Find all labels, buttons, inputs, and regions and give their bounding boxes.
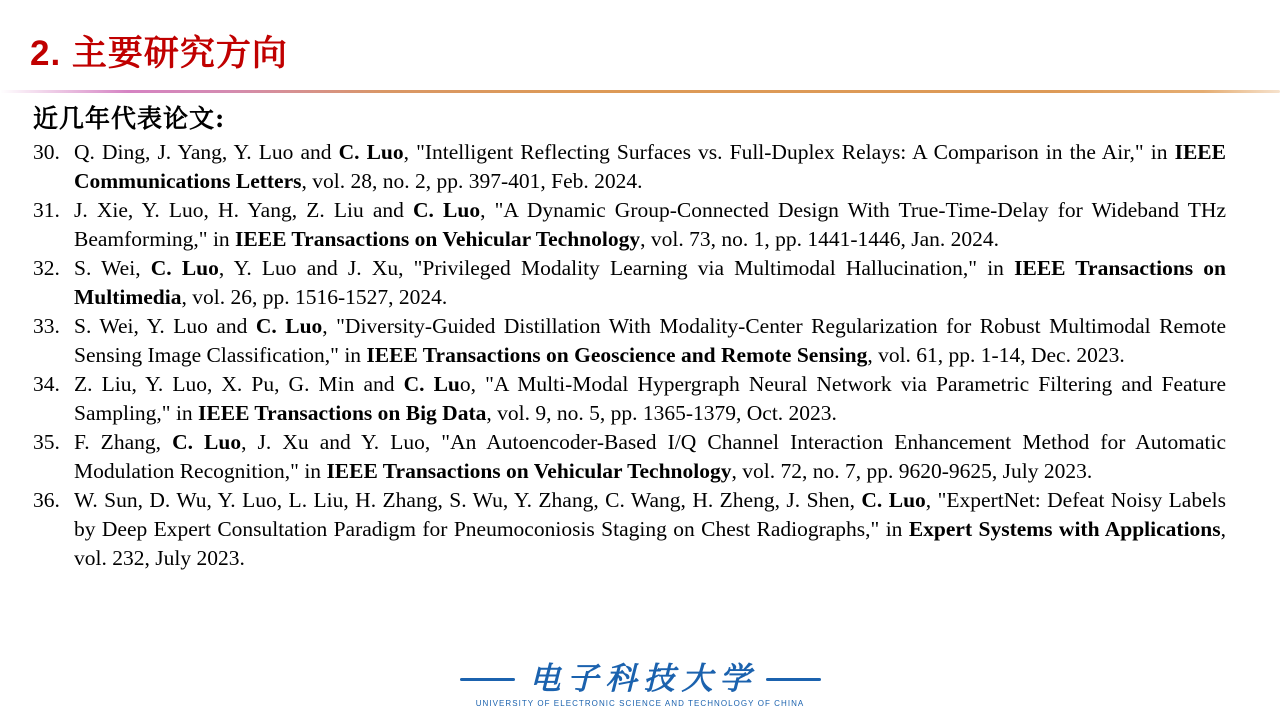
citation-item: 32. S. Wei, C. Luo, Y. Luo and J. Xu, "Privileged Modality Learning via Multimodal Hallucination," in IEEE Transactions on Multimedia, vol. 26, pp. 1516-1527, 2024. (33, 256, 1227, 309)
citation-item: 31. J. Xie, Y. Luo, H. Yang, Z. Liu and C. Luo, "A Dynamic Group-Connected Design With True-Time-Delay for Wideband THz Beamforming," in IEEE Transactions on Vehicular Technology, vol. 73, no. 1, pp. 1441-1446, Jan. 2024. (33, 198, 1227, 251)
citation-number: 33. (33, 314, 60, 338)
logo-line-left (460, 678, 515, 681)
citation-item: 34. Z. Liu, Y. Luo, X. Pu, G. Min and C. Luo, "A Multi-Modal Hypergraph Neural Network via Parametric Filtering and Feature Sampling," in IEEE Transactions on Big Data, vol. 9, no. 5, pp. 1365-1379, Oct. 2023. (33, 372, 1226, 425)
footer-logo (0, 660, 1280, 708)
section-heading: 近几年代表论文: (33, 104, 226, 133)
citation-number: 35. (33, 430, 60, 454)
publication-list (33, 138, 1226, 573)
content-area (33, 100, 1226, 573)
citation-item: 35. F. Zhang, C. Luo, J. Xu and Y. Luo, "An Autoencoder-Based I/Q Channel Interaction Enhancement Method for Automatic Modulation Recognition," in IEEE Transactions on Vehicular Technology, vol. 72, no. 7, pp. 9620-9625, July 2023. (33, 430, 1226, 483)
logo-row (460, 660, 821, 698)
page-title: 2. 主要研究方向 (30, 34, 288, 73)
logo-line-right (766, 678, 821, 681)
citation-number: 32. (33, 256, 60, 280)
citation-number: 34. (33, 372, 60, 396)
citation-number: 36. (33, 488, 60, 512)
title-divider-line (0, 90, 1280, 93)
citation-number: 30. (33, 140, 60, 164)
citation-number: 31. (33, 198, 60, 222)
citation-item: 33. S. Wei, Y. Luo and C. Luo, "Diversity-Guided Distillation With Modality-Center Regularization for Robust Multimodal Remote Sensing Image Classification," in IEEE Transactions on Geoscience and Remote Sensing, vol. 61, pp. 1-14, Dec. 2023. (33, 314, 1227, 367)
university-logo-subtitle: UNIVERSITY OF ELECTRONIC SCIENCE AND TECHNOLOGY OF CHINA (475, 699, 805, 708)
citation-item: 36. W. Sun, D. Wu, Y. Luo, L. Liu, H. Zhang, S. Wu, Y. Zhang, C. Wang, H. Zheng, J. Shen, C. Luo, "ExpertNet: Defeat Noisy Labels by Deep Expert Consultation Paradigm for Pneumoconiosis Staging on Chest Radiographs," in Expert Systems with Applications, vol. 232, July 2023. (33, 488, 1227, 570)
citation-item: 30. Q. Ding, J. Yang, Y. Luo and C. Luo, "Intelligent Reflecting Surfaces vs. Full-Duplex Relays: A Comparison in the Air," in IEEE Communications Letters, vol. 28, no. 2, pp. 397-401, Feb. 2024. (33, 140, 1226, 193)
university-logo-text: 电子科技大学 (529, 661, 758, 697)
